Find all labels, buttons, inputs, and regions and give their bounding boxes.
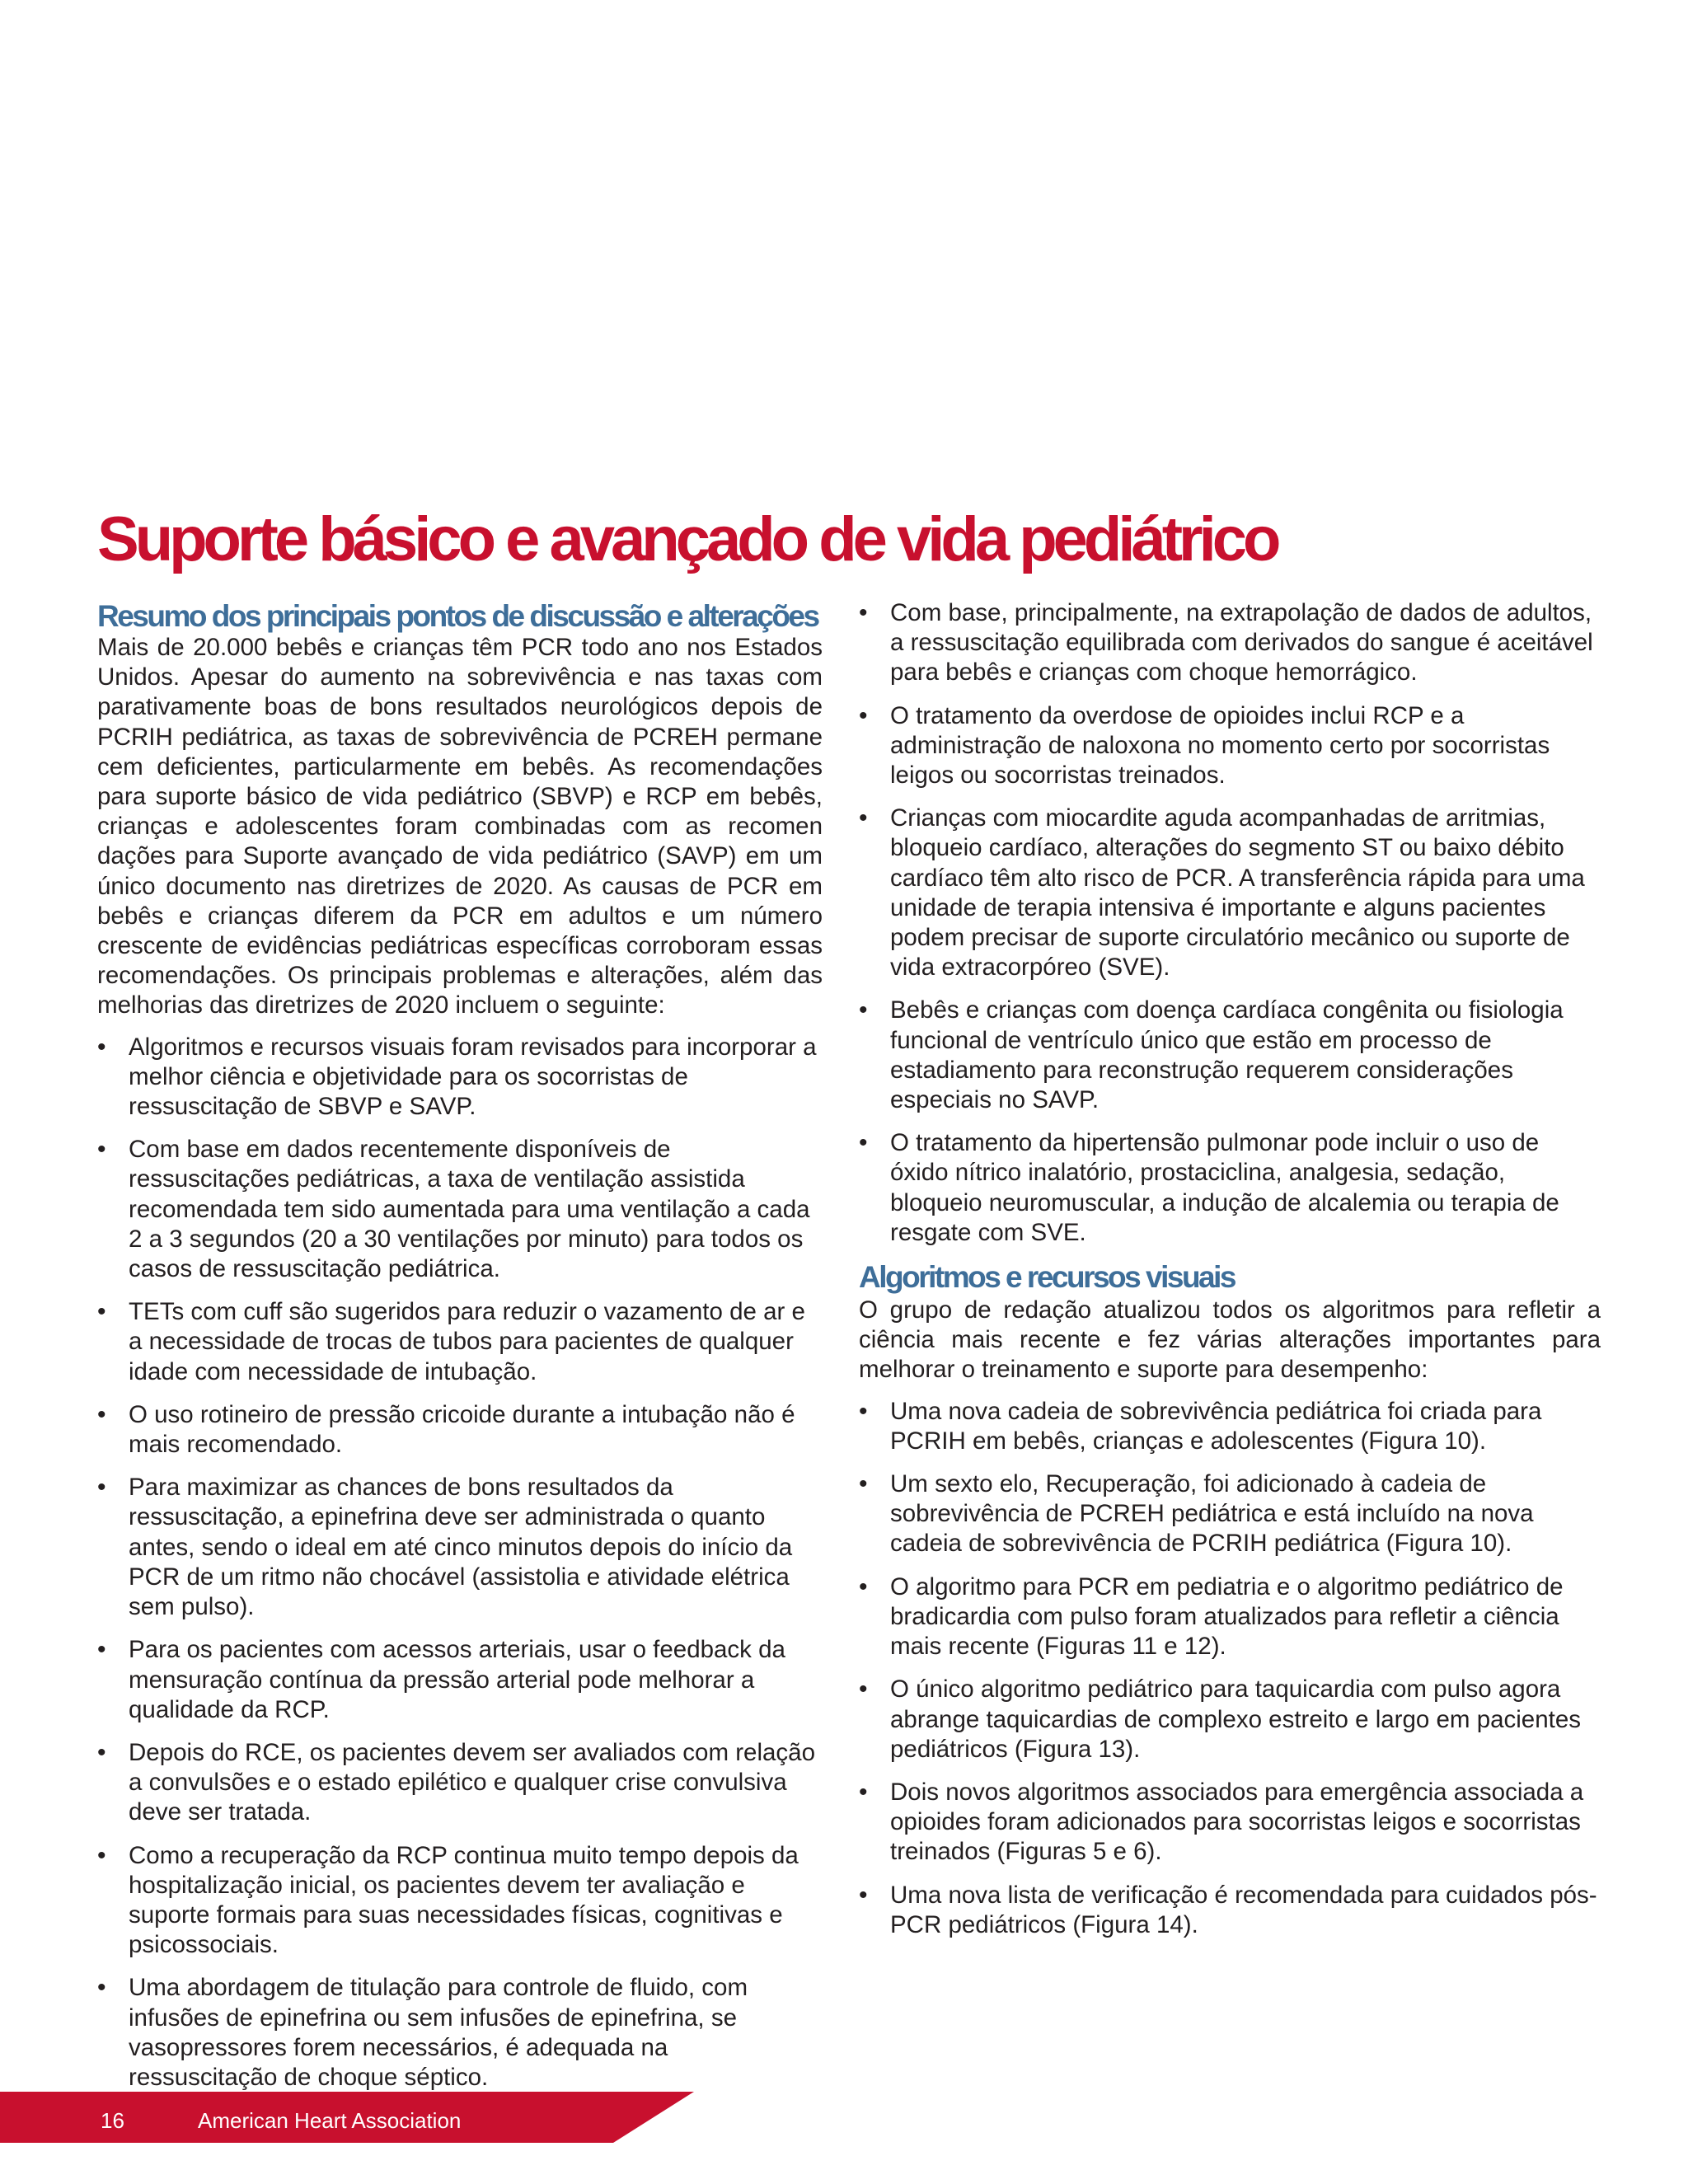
list-item: • Com base, principalmente, na extrapolação de dados de adultos, a ressuscitação equilibrada com derivados do sangue é aceitável para bebês e crianças com choque hemorrágico. [859,598,1601,688]
summary-heading: Resumo dos principais pontos de discussão e alterações [97,599,818,633]
list-item: • Para maximizar as chances de bons resultados da ressuscitação, a epinefrina deve ser administrada o quanto antes, sendo o ideal em até cinco minutos depois do início da PCR de um ritmo não chocável (assistolia e atividade elétrica sem pulso). [97,1473,823,1622]
list-item: • Uma nova cadeia de sobrevivência pediátrica foi criada para PCRIH em bebês, crianças e adolescentes (Figura 10). [859,1397,1601,1456]
list-item: • O único algoritmo pediátrico para taquicardia com pulso agora abrange taquicardias de complexo estreito e largo em pacientes pediátricos (Figura 13). [859,1675,1601,1765]
page-title: Suporte básico e avançado de vida pediátrico [97,504,1278,574]
list-item: • Um sexto elo, Recuperação, foi adicionado à cadeia de sobrevivência de PCREH pediátrica e está incluído na nova cadeia de sobrevivência de PCRIH pediátrica (Figura 10). [859,1469,1601,1559]
list-item: • TETs com cuff são sugeridos para reduzir o vazamento de ar e a necessidade de trocas de tubos para pacientes de qualquer idade com necessidade de intubação. [97,1297,823,1387]
list-item: • O tratamento da overdose de opioides inclui RCP e a administração de naloxona no momento certo por socorristas leigos ou socorristas treinados. [859,701,1601,791]
algorithms-intro: O grupo de redação atualizou todos os algoritmos para refletir a ciência mais recente e fez várias alterações importantes para melhorar o treinamento e suporte para desempenho: [859,1296,1601,1384]
footer-organization: American Heart Association [198,2108,462,2133]
list-item: • Uma nova lista de verificação é recomendada para cuidados pós-PCR pediátricos (Figura 14). [859,1881,1601,1940]
left-column [97,600,823,2106]
list-item: • O uso rotineiro de pressão cricoide durante a intubação não é mais recomendado. [97,1400,823,1460]
list-item: • Bebês e crianças com doença cardíaca congênita ou fisiologia funcional de ventrículo único que estão em processo de estadiamento para reconstrução requerem considerações especiais no SAVP. [859,996,1601,1115]
list-item: • Algoritmos e recursos visuais foram revisados para incorporar a melhor ciência e objetividade para os socorristas de ressuscitação de SBVP e SAVP. [97,1033,823,1122]
list-item: • Para os pacientes com acessos arteriais, usar o feedback da mensuração contínua da pressão arterial pode melhorar a qualidade da RCP. [97,1635,823,1725]
summary-bullet-list [97,1033,823,2093]
list-item: • O tratamento da hipertensão pulmonar pode incluir o uso de óxido nítrico inalatório, prostaciclina, analgesia, sedação, bloqueio neuromuscular, a indução de alcalemia ou terapia de resgate com SVE. [859,1128,1601,1248]
algorithms-bullet-list [859,1397,1601,1940]
list-item: • Com base em dados recentemente disponíveis de ressuscitações pediátricas, a taxa de ventilação assistida recomendada tem sido aumentada para uma ventilação a cada 2 a 3 segundos (20 a 30 ventilações por minuto) para todos os casos de ressuscitação pediátrica. [97,1135,823,1284]
right-column [859,598,1601,1953]
summary-bullet-list-continued [859,598,1601,1248]
list-item: • Dois novos algoritmos associados para emergência associada a opioides foram adicionados para socorristas leigos e socorristas treinados (Figuras 5 e 6). [859,1778,1601,1868]
list-item: • Depois do RCE, os pacientes devem ser avaliados com relação a convulsões e o estado epilético e qualquer crise convulsiva deve ser tratada. [97,1738,823,1828]
footer-page-number: 16 [101,2108,124,2133]
list-item: • Crianças com miocardite aguda acompanhadas de arritmias, bloqueio cardíaco, alterações do segmento ST ou baixo débito cardíaco têm alto risco de PCR. A transferência rápida para uma unidade de terapia intensiva é importante e alguns pacientes podem precisar de suporte circulatório mecânico ou suporte de vida extracorpóreo (SVE). [859,804,1601,982]
list-item: • Como a recuperação da RCP continua muito tempo depois da hospitalização inicial, os pacientes devem ter avaliação e suporte formais para suas necessidades físicas, cognitivas e psicossociais. [97,1841,823,1961]
summary-intro: Mais de 20.000 bebês e crianças têm PCR todo ano nos Estados Unidos. Apesar do aumento na sobrevivência e nas taxas com parativamente boas de bons resultados neurológicos depois de PCRIH pediátrica, as taxas de sobrevivência de PCREH permane cem deficientes, particularmente em bebês. As recomendações para suporte básico de vida pediátrico (SBVP) e RCP em bebês, crianças e adolescentes foram combinadas com as recomen dações para Suporte avançado de vida pediátrico (SAVP) em um único documento nas diretrizes de 2020. As causas de PCR em bebês e crianças diferem da PCR em adultos e um número crescente de evidências pediátricas específicas corroboram essas recomendações. Os principais problemas e alterações, além das melhorias das diretrizes de 2020 incluem o seguinte: [97,634,823,1019]
list-item: • Uma abordagem de titulação para controle de fluido, com infusões de epinefrina ou sem infusões de epinefrina, se vasopressores forem necessários, é adequada na ressuscitação de choque séptico. [97,1973,823,2093]
algorithms-heading: Algoritmos e recursos visuais [859,1260,1235,1295]
list-item: • O algoritmo para PCR em pediatria e o algoritmo pediátrico de bradicardia com pulso foram atualizados para refletir a ciência mais recente (Figuras 11 e 12). [859,1572,1601,1662]
